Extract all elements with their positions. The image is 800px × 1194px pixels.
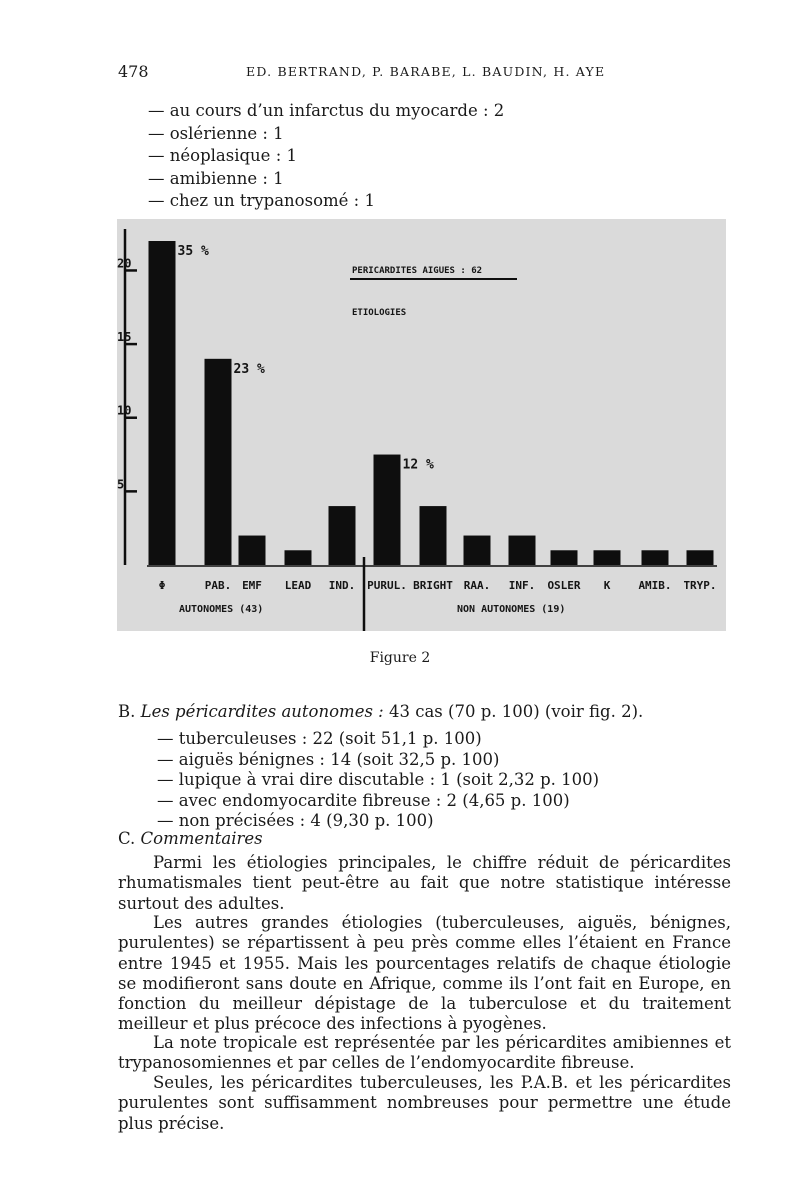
section-b-text: 43 cas (70 p. 100) (voir fig. 2).	[388, 702, 644, 721]
chart-subtitle: ETIOLOGIES	[352, 308, 407, 318]
top-list	[148, 100, 504, 213]
chart-bar	[509, 536, 536, 565]
group-label-autonomes: AUTONOMES (43)	[179, 604, 264, 615]
chart-bar	[642, 550, 669, 565]
chart-bar	[149, 241, 176, 565]
y-tick-label: 20	[117, 256, 132, 271]
group-label-non-autonomes: NON AUTONOMES (19)	[457, 604, 566, 615]
category-label: INF.	[508, 579, 536, 592]
chart-bar	[205, 359, 232, 565]
category-label: OSLER	[547, 579, 581, 592]
paragraph-text: Seules, les péricardites tuberculeuses, les P.A.B. et les péricardites purulentes sont suffisamment nombreuses pour permettre une étude plus précise.	[118, 1073, 731, 1133]
list-item: — néoplasique : 1	[148, 146, 297, 165]
section-b-list	[157, 729, 599, 832]
chart-bar	[687, 550, 714, 565]
category-label: PAB.	[204, 579, 232, 592]
running-title: ED. BERTRAND, P. BARABE, L. BAUDIN, H. AYE	[246, 64, 606, 79]
chart-bar	[594, 550, 621, 565]
category-label: TRYP.	[683, 579, 717, 592]
paragraph-text: Les autres grandes étiologies (tuberculeuses, aiguës, bénignes, purulentes) se répartissent à peu près comme elles l’étaient en France entre 1945 et 1955. Mais les pourcentages relatifs de chaque étiologie se modifieront sans doute en Afrique, comme ils l’ont fait en Europe, en fonction du meilleur dépistage de la tuberculose et du traitement meilleur et plus précoce des infections à pyogènes.	[118, 913, 731, 1034]
category-label: IND.	[328, 579, 356, 592]
section-c-title: Commentaires	[140, 829, 263, 848]
list-item: — tuberculeuses : 22 (soit 51,1 p. 100)	[157, 729, 482, 748]
list-item: — au cours d’un infarctus du myocarde : 2	[148, 101, 505, 120]
paragraph-text: Parmi les étiologies principales, le chiffre réduit de péricardites rhumatismales tient peut-être au fait que notre statistique intéresse surtout des adultes.	[118, 853, 731, 913]
paragraph	[118, 1073, 731, 1134]
y-tick-label: 5	[117, 477, 125, 492]
bar-data-label: 23 %	[233, 361, 265, 377]
paragraph	[118, 853, 731, 914]
list-item: — amibienne : 1	[148, 168, 284, 188]
chart-bar	[239, 536, 266, 565]
page-number: 478	[118, 62, 149, 81]
bar-data-label: 35 %	[177, 244, 209, 259]
list-item: — oslérienne : 1	[148, 123, 284, 143]
chart-bar	[329, 506, 356, 565]
section-b-title: Les péricardites autonomes :	[140, 702, 384, 721]
category-label: PURUL.	[367, 579, 407, 592]
figure-caption: Figure 2	[369, 650, 431, 666]
y-tick-label: 15	[117, 330, 132, 345]
chart-title: PERICARDITES AIGUES : 62	[352, 266, 483, 276]
category-label: EMF	[242, 579, 262, 592]
chart-bar	[551, 550, 578, 565]
page-header	[118, 62, 732, 84]
category-label: Φ	[158, 579, 166, 592]
list-item: — chez un trypanosomé : 1	[148, 191, 375, 210]
category-label: LEAD	[284, 579, 312, 592]
list-item: — lupique à vrai dire discutable : 1 (soit 2,32 p. 100)	[157, 770, 600, 789]
paragraph	[118, 913, 731, 1035]
section-b-letter: B.	[118, 702, 136, 721]
section-c-heading	[118, 829, 263, 848]
section-c-letter: C.	[118, 829, 136, 848]
chart-bar	[285, 550, 312, 565]
bar-chart	[117, 219, 726, 631]
category-label: RAA.	[463, 579, 491, 592]
category-label: BRIGHT	[413, 579, 453, 592]
chart-bar	[374, 455, 401, 565]
list-item: — avec endomyocardite fibreuse : 2 (4,65 p. 100)	[157, 790, 570, 810]
category-label: AMIB.	[638, 579, 672, 592]
category-label: K	[603, 579, 611, 592]
figure-2-chart	[117, 219, 726, 631]
y-tick-label: 10	[117, 403, 132, 418]
chart-bar	[420, 506, 447, 565]
paragraph	[118, 1033, 731, 1074]
paragraph-text: La note tropicale est représentée par les péricardites amibiennes et trypanosomiennes et par celles de l’endomyocardite fibreuse.	[118, 1033, 731, 1073]
section-b-heading	[118, 702, 643, 721]
bar-data-label: 12 %	[402, 457, 434, 473]
list-item: — non précisées : 4 (9,30 p. 100)	[157, 811, 434, 830]
chart-bar	[464, 536, 491, 565]
list-item: — aiguës bénignes : 14 (soit 32,5 p. 100)	[157, 749, 500, 769]
